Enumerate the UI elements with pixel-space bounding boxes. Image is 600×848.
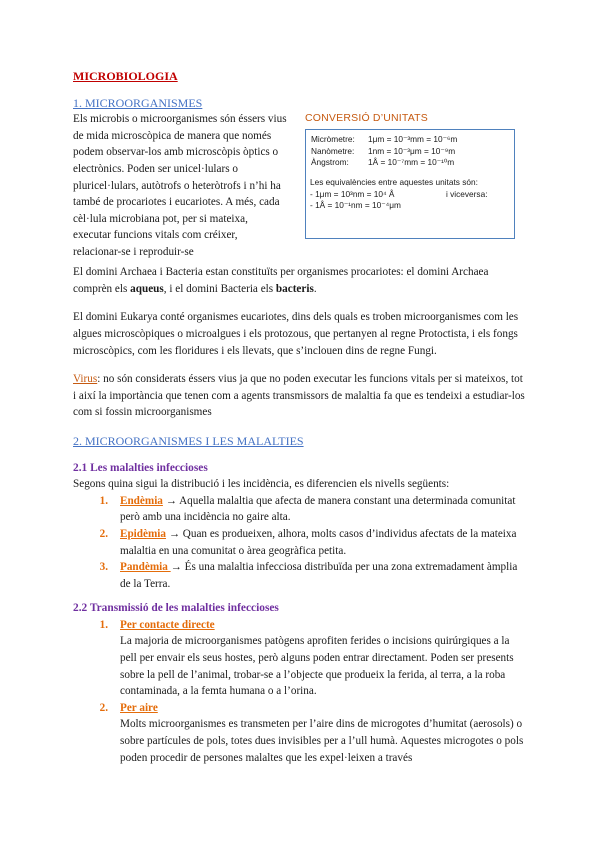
equivalence-row-1 [306,189,514,200]
list-number: 2. [99,527,108,540]
transmission-item-heading [85,617,525,634]
unit-conversion-box [305,112,515,239]
eukarya-paragraph: El domini Eukarya conté organismes eucariotes, dins dels quals es troben microorganismes com les algues microscòpiques o microalgues i els protozous, que pertanyen al regne Protoctista, i els fongs microscòpics, com les floridures i els llevats, que s’inclouen dins de regne Fungi. [73,311,519,357]
archaea-text: El domini Archaea i Bacteria estan constituïts per organismes procariotes: el domini Archaea comprèn els [73,266,489,295]
subsection-2-1-heading: 2.1 Les malalties infeccioses [73,461,208,474]
conversion-row-micrometre [306,134,514,145]
item-text: → És una malaltia infecciosa distribuïda per una zona extremadament àmplia de la Terra. [120,561,518,590]
virus-paragraph [73,371,525,421]
equivalence-text: - 1μm = 10³nm = 10⁴ Å [310,188,395,199]
conversion-label: Àngstrom: [311,157,349,167]
transmission-item-text: La majoria de microorganismes patògens aprofiten ferides o incisions quirúrgiques a la pell per envair els seus hostes, però alguns poden entrar directament. Poden ser presents sobre la pell de l’animal, trobar-se a l’objecte que produeix la ferida, al terra, a la roba contaminada, a la femta humana o a l’orina. [120,635,514,698]
incidence-levels-list [73,493,525,593]
conversion-label: Micròmetre: [311,134,355,145]
term-per-contacte-directe: Per contacte directe [120,618,215,631]
list-number: 3. [99,561,108,574]
list-item [85,559,525,592]
item-text: → Aquella malaltia que afecta de manera constant una determinada comunitat però amb una incidència no gaire alta. [120,494,516,524]
conversion-row-nanometre [306,146,514,157]
conversion-label: Nanòmetre: [311,145,355,156]
subsection-2-2-heading: 2.2 Transmissió de les malalties infeccioses [73,602,279,615]
unit-conversion-title: CONVERSIÓ D’UNITATS [305,112,429,125]
list-item [85,493,525,526]
equivalence-row-2: - 1Å = 10⁻¹nm = 10⁻⁴μm [310,200,401,211]
archaea-text: , i el domini Bacteria els [163,282,276,295]
term-pandemia: Pandèmia [120,561,171,574]
transmission-item-text: Molts microorganismes es transmeten per l’aire dins de microgotes d’humitat (aerosols) o sobre partícules de pols, totes dues invisibles per a l’ull humà. Aquestes microgotes o pols poden procedir de persones malaltes que les expel·leixen a través [120,718,524,764]
intro-block [73,111,525,264]
list-number: 1. [99,494,108,507]
term-per-aire: Per aire [120,701,158,714]
document-title: MICROBIOLOGIA [73,69,178,83]
archaea-paragraph [73,264,525,297]
conversion-value: 1μm = 10⁻³mm = 10⁻⁶m [368,134,458,145]
conversion-row-angstrom [306,157,514,168]
section-1-heading: 1. MICROORGANISMES [73,95,203,110]
intro-paragraph: Els microbis o microorganismes són éssers vius de mida microscòpica de manera que només podem observar-los amb microscòpis òptics o electrònics. Poden ser unicel·lulars o pluricel·lulars, autòtrofs o heteròtrofs i n’hi ha també de procariotes i eucariotes. A més, cada cèl·lula microbiana pot, per si mateixa, executar funcions vitals com créixer, relacionar-se i reproduir-se [73,113,287,258]
term-bacteris: bacteris [275,282,314,295]
conversion-value: 1Å = 10⁻⁷mm = 10⁻¹⁰m [368,157,455,167]
item-text: → Quan es produeixen, alhora, molts casos d’individus afectats de la mateixa malaltia en una comunitat o àrea geogràfica petita. [120,527,517,557]
term-endemia: Endèmia [120,494,163,507]
transmission-item-heading [85,700,525,717]
term-aqueus: aqueus [130,282,164,295]
equivalence-tail: i viceversa: [446,188,488,199]
document-page [73,68,525,766]
conversion-value: 1nm = 10⁻³μm = 10⁻⁹m [368,145,456,156]
term-epidemia: Epidèmia [120,527,167,540]
subsection-2-1-intro: Segons quina sigui la distribució i les incidència, es diferencien els nivells següents: [73,478,450,491]
list-number: 2. [99,701,108,714]
section-2-heading: 2. MICROORGANISMES I LES MALALTIES [73,433,304,448]
list-item [85,526,525,559]
list-number: 1. [99,618,108,631]
archaea-text: . [313,282,317,295]
virus-term: Virus [73,373,98,386]
virus-text: : no són considerats éssers vius ja que no poden executar les funcions vitals per si mateixos, tot i així la importància que tenen com a agents transmissors de malaltia fa que es tendeixi a estudiar-los com si fossin microorganismes [73,373,525,419]
equivalence-intro: Les equivalències entre aquestes unitats són: [310,177,478,188]
